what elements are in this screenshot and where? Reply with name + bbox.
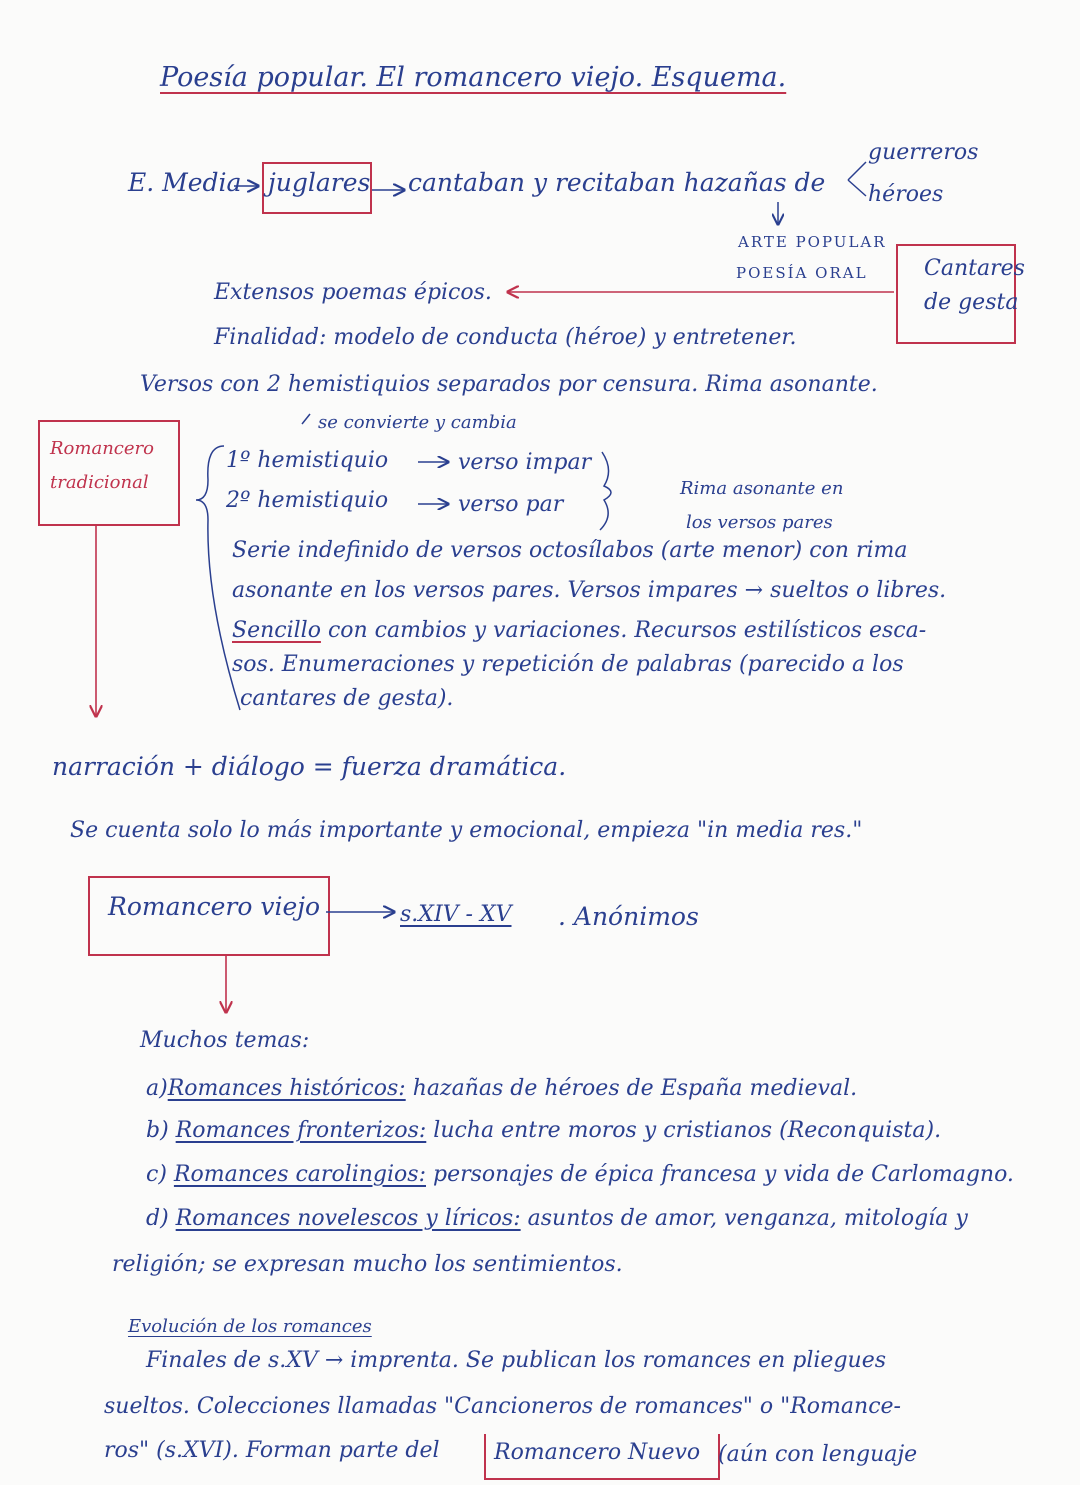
tema-c (146, 1162, 1014, 1187)
tema-b-mark: b) (146, 1118, 169, 1143)
verso-impar: verso impar (458, 450, 592, 475)
tema-a (146, 1076, 857, 1101)
tema-b (146, 1118, 941, 1143)
branch-fork (848, 162, 866, 196)
branch-guerreros: guerreros (868, 140, 979, 165)
evolucion-nuevo: Romancero Nuevo (494, 1440, 701, 1465)
tema-a-title: Romances históricos: (167, 1076, 406, 1101)
convierte-hook (302, 414, 310, 424)
tema-a-text: hazañas de héroes de España medieval. (412, 1076, 858, 1101)
evolucion-l1: Finales de s.XV → imprenta. Se publican los romances en pliegues (146, 1348, 887, 1373)
tema-d-text: asuntos de amor, venganza, mitología y (527, 1206, 968, 1231)
intro-verb: cantaban y recitaban hazañas de (408, 168, 826, 197)
cantares-line-2: Finalidad: modelo de conducta (héroe) y entretener. (214, 325, 797, 350)
arte-popular: ARTE POPULAR (738, 233, 887, 251)
hemistiquio-1: 1º hemistiquio (226, 448, 389, 473)
tradicional-p5: cantares de gesta). (240, 686, 454, 711)
tema-c-title: Romances carolingios: (173, 1162, 426, 1187)
verso-par: verso par (458, 492, 564, 517)
tema-b-text: lucha entre moros y cristianos (Reconquista). (433, 1118, 942, 1143)
tema-b-title: Romances fronterizos: (175, 1118, 427, 1143)
cantares-line-1: Extensos poemas épicos. (214, 280, 492, 305)
tema-a-mark: a) (146, 1076, 168, 1101)
page-title: Poesía popular. El romancero viejo. Esquema. (160, 62, 787, 93)
cantares-label-2: de gesta (924, 290, 1019, 315)
intro-label: E. Media (128, 168, 242, 197)
tradicional-label-2: tradicional (50, 472, 149, 493)
cantares-line-3: Versos con 2 hemistiquios separados por censura. Rima asonante. (140, 372, 878, 397)
evolucion-l3a: ros" (s.XVI). Forman parte del (104, 1438, 440, 1463)
juglares-text: juglares (268, 168, 371, 197)
tradicional-p2: asonante en los versos pares. Versos impares → sueltos o libres. (232, 578, 947, 603)
narracion-line: narración + diálogo = fuerza dramática. (52, 752, 567, 781)
tradicional-p3 (232, 618, 926, 643)
branch-heroes: héroes (868, 182, 944, 207)
hemistiquio-2: 2º hemistiquio (226, 488, 389, 513)
rima-note-2: los versos pares (686, 512, 833, 533)
media-res-line: Se cuenta solo lo más importante y emocional, empieza "in media res." (70, 818, 863, 843)
sencillo-underlined: Sencillo (232, 618, 321, 643)
tema-d-mark: d) (146, 1206, 169, 1231)
evolucion-l2: sueltos. Colecciones llamadas "Cancioneros de romances" o "Romance- (104, 1394, 901, 1419)
tradicional-p1: Serie indefinido de versos octosílabos (arte menor) con rima (232, 538, 908, 563)
temas-heading: Muchos temas: (140, 1028, 310, 1053)
convierte-note: se convierte y cambia (318, 412, 517, 433)
tradicional-p3-rest: con cambios y variaciones. Recursos estilísticos esca- (327, 618, 927, 643)
cantares-label-1: Cantares (924, 256, 1025, 281)
poesia-oral: POESÍA ORAL (736, 264, 868, 282)
evolucion-l3b: (aún con lenguaje (718, 1442, 918, 1467)
tema-d-title: Romances novelescos y líricos: (175, 1206, 521, 1231)
tradicional-p4: sos. Enumeraciones y repetición de palabras (parecido a los (232, 652, 904, 677)
tema-c-text: personajes de épica francesa y vida de Carlomagno. (433, 1162, 1014, 1187)
evolucion-heading: Evolución de los romances (128, 1316, 372, 1337)
viejo-anonimos: . Anónimos (558, 902, 699, 931)
tema-d (146, 1206, 968, 1231)
rima-note-1: Rima asonante en (680, 478, 844, 499)
viejo-label: Romancero viejo (108, 892, 321, 921)
hemi-right-brace (600, 452, 611, 530)
viejo-date: s.XIV - XV (400, 902, 512, 927)
tradicional-label-1: Romancero (50, 438, 154, 459)
tema-c-mark: c) (146, 1162, 167, 1187)
tema-d-cont: religión; se expresan mucho los sentimientos. (112, 1252, 623, 1277)
